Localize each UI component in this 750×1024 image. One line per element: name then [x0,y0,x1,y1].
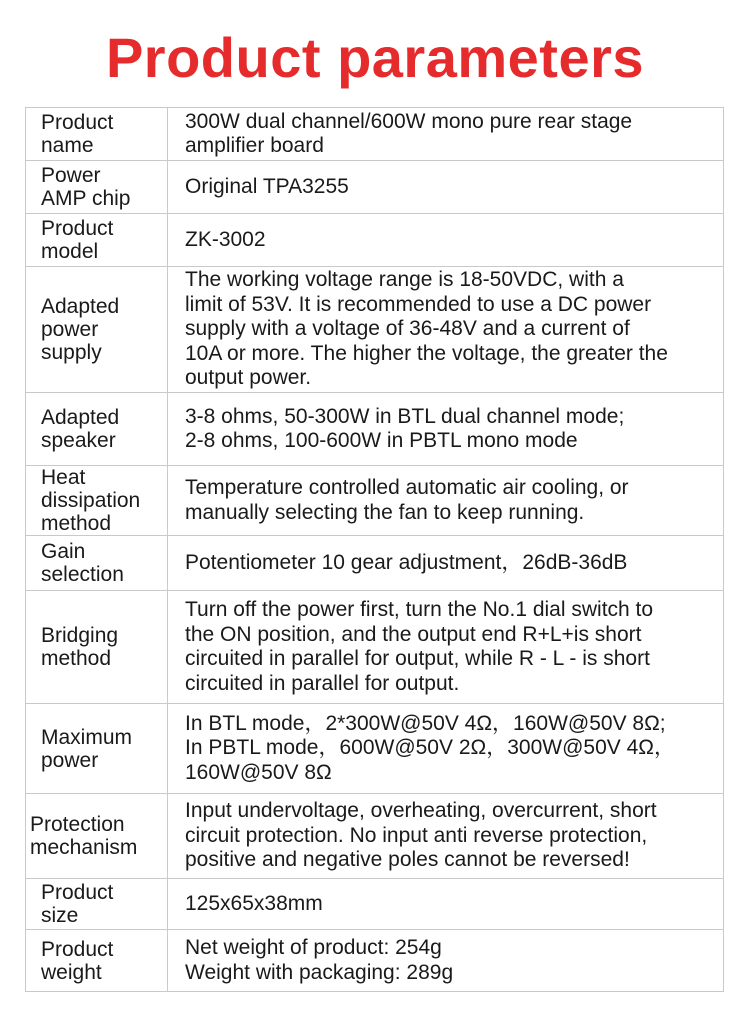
row-value: Input undervoltage, overheating, overcurrent, short circuit protection. No input anti reverse protection, positive and negative poles cannot be reversed! [168,794,724,879]
row-label: Maximum power [26,704,168,794]
row-label: Product size [26,879,168,930]
row-value: Net weight of product: 254g Weight with packaging: 289g [168,930,724,992]
row-value: Temperature controlled automatic air cooling, or manually selecting the fan to keep running. [168,466,724,536]
row-value: In BTL mode，2*300W@50V 4Ω，160W@50V 8Ω; In PBTL mode，600W@50V 2Ω，300W@50V 4Ω， 160W@50V 8Ω [168,704,724,794]
row-label: Protection mechanism [26,794,168,879]
row-label: Adapted power supply [26,267,168,393]
row-value: 3-8 ohms, 50-300W in BTL dual channel mode; 2-8 ohms, 100-600W in PBTL mono mode [168,393,724,466]
table-row-bridging-method [26,591,724,704]
table-row-gain-selection [26,536,724,591]
row-label: Heat dissipation method [26,466,168,536]
row-value: Original TPA3255 [168,161,724,214]
row-label: Gain selection [26,536,168,591]
table-row-maximum-power [26,704,724,794]
table-row-protection-mechanism [26,794,724,879]
row-value: 125x65x38mm [168,879,724,930]
row-value: Turn off the power first, turn the No.1 dial switch to the ON position, and the output end R+L+is short circuited in parallel for output, while R - L - is short circuited in parallel for output. [168,591,724,704]
table-row-product-model [26,214,724,267]
page-title: Product parameters [105,26,645,89]
parameters-table [25,107,724,992]
row-label: Product name [26,108,168,161]
row-label: Product weight [26,930,168,992]
table-row-adapted-power-supply [26,267,724,393]
row-label: Power AMP chip [26,161,168,214]
table-row-adapted-speaker [26,393,724,466]
row-value: 300W dual channel/600W mono pure rear stage amplifier board [168,108,724,161]
row-value: ZK-3002 [168,214,724,267]
table-row-power-amp-chip [26,161,724,214]
row-value: The working voltage range is 18-50VDC, with a limit of 53V. It is recommended to use a DC power supply with a voltage of 36-48V and a current of 10A or more. The higher the voltage, the greater the output power. [168,267,724,393]
table-row-product-size [26,879,724,930]
row-label: Product model [26,214,168,267]
row-label: Adapted speaker [26,393,168,466]
table-row-product-name [26,108,724,161]
row-value: Potentiometer 10 gear adjustment，26dB-36dB [168,536,724,591]
row-label: Bridging method [26,591,168,704]
table-row-heat-dissipation [26,466,724,536]
table-row-product-weight [26,930,724,992]
